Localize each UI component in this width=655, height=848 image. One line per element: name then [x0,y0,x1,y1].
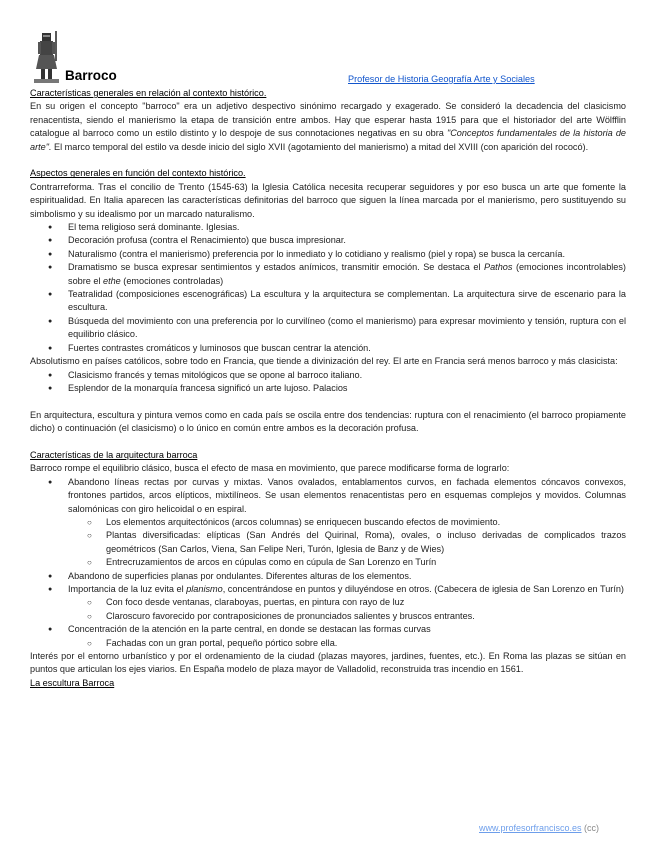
list-item: ● Abandono líneas rectas por curvas y mixtas. Vanos ovalados, entablamentos curvos, en fachada elementos cóncavos convexos, frontones partidos, arcos elípticos, mixtilíneos. Se usan elementos renacentistas pero en esquemas complejos y movidos. Columnas salomónicas con giro helicoidal o en espiral. [30,476,626,516]
sub-list-item: ○ Los elementos arquitectónicos (arcos columnas) se enriquecen buscando efectos de movimiento. [30,516,626,529]
document-header [30,30,626,87]
sub-list-item: ○ Claroscuro favorecido por contraposiciones de pronunciados salientes y bruscos entrantes. [30,610,626,623]
section-heading: Características generales en relación al contexto histórico. [30,88,267,98]
footer-site-link[interactable]: www.profesorfrancisco.es [479,823,582,833]
sub-list [30,516,626,570]
list-item: ● Decoración profusa (contra el Renacimiento) que busca impresionar. [30,234,626,247]
document-page [30,30,626,690]
section-heading: La escultura Barroca [30,677,115,688]
section-heading: Aspectos generales en función del contexto histórico. [30,168,246,179]
paragraph: Absolutismo en países católicos, sobre todo en Francia, que tiende a divinización del rey. El arte en Francia será menos barroco y más clasicista: [30,356,618,367]
list-item: ● El tema religioso será dominante. Iglesias. [30,221,626,234]
list-item: ● Búsqueda del movimiento con una preferencia por lo curvilíneo (como el manierismo) para expresar movimiento y tensión, ruptura con el equilibrio clásico. [30,315,626,342]
paragraph: Interés por el entorno urbanístico y por el ordenamiento de la ciudad (plazas mayores, jardines, fuentes, etc.). En Roma las plazas se sitúan en puntos que articulan los ejes viarios. En España modelo de plaza mayor de Valladolid, reconstruida tras incendio en 1561. [30,651,626,675]
list-item: ● Fuertes contrastes cromáticos y luminosos que buscan centrar la atención. [30,342,626,355]
paragraph: En arquitectura, escultura y pintura vemos como en cada país se oscila entre dos tendencias: ruptura con el renacimiento (el barroco propiamente dicho) o continuación (el clasicismo) o lo único en común entre ambos es la decoración profusa. [30,409,626,434]
bullet-list [30,221,626,355]
bullet-list [30,570,626,597]
list-item: ● Abandono de superficies planas por ondulantes. Diferentes alturas de los elementos. [30,570,626,583]
author-link[interactable]: Profesor de Historia Geografía Arte y Sociales [348,74,535,84]
page-title: Barroco [65,68,117,83]
knight-logo-icon [32,31,62,83]
license-label: (cc) [581,823,600,833]
bullet-list [30,623,626,636]
sub-list-item: ○ Fachadas con un gran portal, pequeño pórtico sobre ella. [30,637,626,650]
list-item: ● Teatralidad (composiciones escenográficas) La escultura y la arquitectura se complementan. La arquitectura sirve de escenario para la escultura. [30,288,626,315]
sub-list-item: ○ Entrecruzamientos de arcos en cúpulas como en cúpula de San Lorenzo en Turín [30,556,626,569]
bullet-list [30,476,626,516]
section-heading: Características de la arquitectura barroca [30,449,198,460]
paragraph: Contrarreforma. Tras el concilio de Trento (1545-63) la Iglesia Católica necesita recuperar seguidores y por eso busca un arte que fomente la espiritualidad. En Italia aparecen las características definitorias del barroco que siguen la línea marcada por el manierismo, pero sustituyendo su simbolismo y su idealismo por un marcado naturalismo. [30,181,626,219]
bullet-list [30,369,626,396]
paragraph: Barroco rompe el equilibrio clásico, busca el efecto de masa en movimiento, que parece modificarse forma de lograrlo: [30,463,510,474]
paragraph: En su origen el concepto "barroco" era un adjetivo despectivo sinónimo recargado y exagerado. Se consideró la decadencia del clasicismo renacentista, siendo el manierismo la etapa de transición entre ambos. Hay que esperar hasta 1915 para que el historiador del arte Wölfflin catalogue al barroco como un estilo distinto y lo despoje de sus connotaciones negativas en su obra "Conceptos fundamentales de la historia de arte". El marco temporal del estilo va desde inicio del siglo XVII (agotamiento del manierismo) a mitad del XVIII (con aparición del rococó). [30,101,626,152]
sub-list [30,637,626,650]
list-item: ● Concentración de la atención en la parte central, en donde se destacan las formas curvas [30,623,626,636]
sub-list [30,596,626,623]
page-footer [479,823,599,833]
list-item: ● Dramatismo se busca expresar sentimientos y estados anímicos, transmitir emoción. Se destaca el Pathos (emociones incontrolables) sobre el ethe (emociones controladas) [30,261,626,288]
list-item: ● Importancia de la luz evita el planismo, concentrándose en puntos y diluyéndose en otros. (Cabecera de iglesia de San Lorenzo en Turín) [30,583,626,596]
list-item: ● Esplendor de la monarquía francesa significó un arte lujoso. Palacios [30,382,626,395]
list-item: ● Naturalismo (contra el manierismo) preferencia por lo inmediato y lo cotidiano y realismo (piel y ropa) se busca la cercanía. [30,248,626,261]
sub-list-item: ○ Con foco desde ventanas, claraboyas, puertas, en pintura con rayo de luz [30,596,626,609]
list-item: ● Clasicismo francés y temas mitológicos que se opone al barroco italiano. [30,369,626,382]
sub-list-item: ○ Plantas diversificadas: elípticas (San Andrés del Quirinal, Roma), ovales, o incluso derivadas de complicados trazos geométricos (San Carlos, Viena, San Felipe Neri, Turón, Iglesia de Banz y de Wies) [30,529,626,556]
